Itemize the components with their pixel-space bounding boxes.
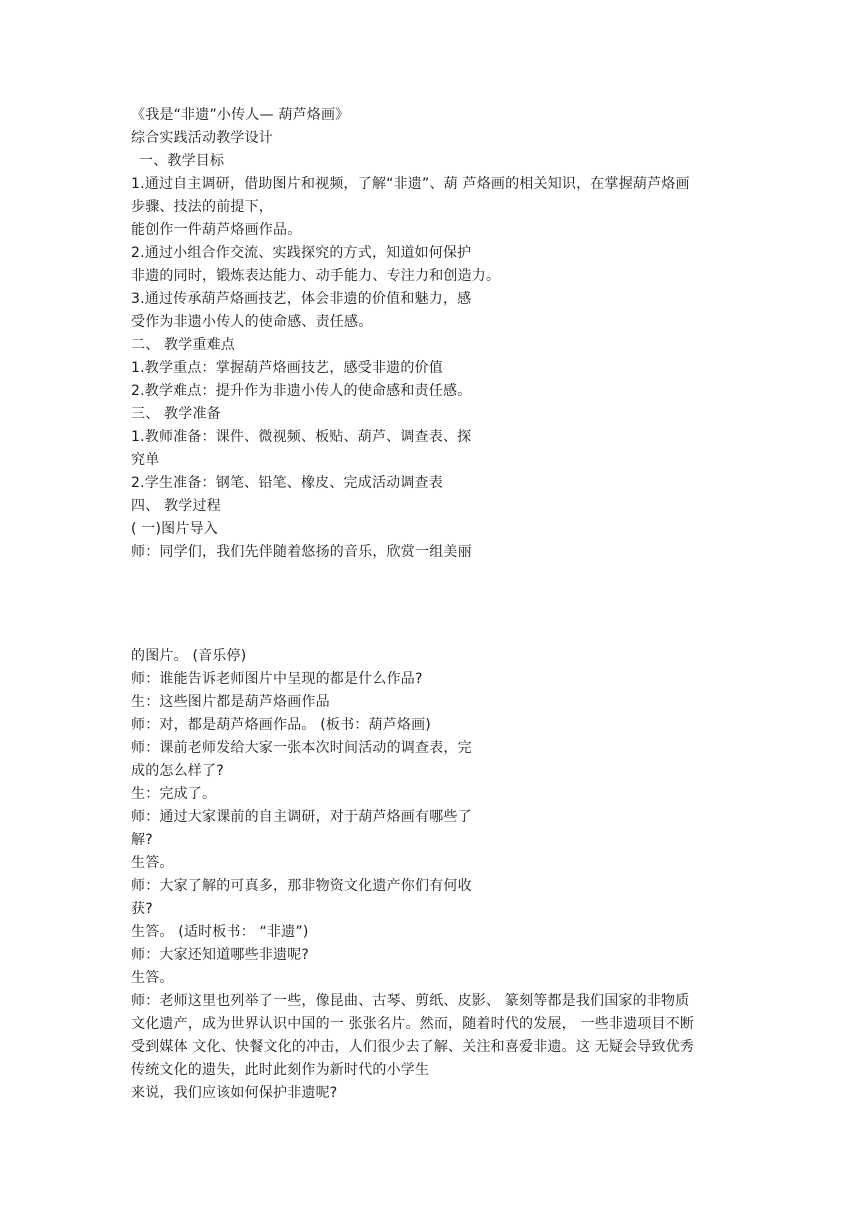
paragraph-line: 1.教学重点：掌握葫芦烙画技艺，感受非遗的价值	[131, 360, 443, 376]
document-subtitle: 综合实践活动教学设计	[131, 130, 273, 146]
paragraph-line: 受作为非遗小传人的使命感、责任感。	[131, 314, 373, 330]
paragraph-line: 步骤、技法的前提下，	[131, 199, 273, 215]
section-heading-process: 四、 教学过程	[131, 498, 221, 514]
dialogue-line: 师：大家还知道哪些非遗呢?	[131, 947, 310, 963]
subsection-heading: ( 一)图片导入	[131, 521, 218, 537]
section-heading-preparation: 三、 教学准备	[131, 406, 221, 422]
paragraph-line: 1.教师准备：课件、微视频、板贴、葫芦、调查表、探	[131, 429, 472, 445]
paragraph-line: 1.通过自主调研，借助图片和视频，了解“非遗”、葫 芦烙画的相关知识，在掌握葫芦烙画	[131, 176, 690, 192]
paragraph-line: 的图片。 (音乐停)	[131, 648, 247, 664]
paragraph-line: 师：同学们，我们先伴随着悠扬的音乐，欣赏一组美丽	[131, 544, 472, 560]
dialogue-line: 解?	[131, 832, 153, 848]
paragraph-line: 究单	[131, 452, 160, 468]
dialogue-line: 生答。 (适时板书： “非遗”)	[131, 924, 309, 940]
dialogue-line: 师：大家了解的可真多，那非物资文化遗产你们有何收	[131, 878, 472, 894]
dialogue-line: 受到媒体 文化、快餐文化的冲击，人们很少去了解、关注和喜爱非遗。这 无疑会导致优秀	[131, 1039, 695, 1055]
paragraph-line: 2.学生准备：钢笔、铅笔、橡皮、完成活动调查表	[131, 475, 443, 491]
dialogue-line: 生答。	[131, 970, 174, 986]
paragraph-line: 非遗的同时，锻炼表达能力、动手能力、专注力和创造力。	[131, 268, 501, 284]
dialogue-line: 来说，我们应该如何保护非遗呢?	[131, 1085, 338, 1101]
dialogue-line: 生：完成了。	[131, 786, 217, 802]
dialogue-line: 师：对，都是葫芦烙画作品。 (板书：葫芦烙画)	[131, 717, 431, 733]
paragraph-line: 3.通过传承葫芦烙画技艺，体会非遗的价值和魅力，感	[131, 291, 472, 307]
dialogue-line: 生：这些图片都是葫芦烙画作品	[131, 694, 330, 710]
dialogue-line: 师：老师这里也列举了一些，像昆曲、古琴、剪纸、皮影、 篆刻等都是我们国家的非物质	[131, 993, 690, 1009]
dialogue-line: 成的怎么样了?	[131, 763, 224, 779]
dialogue-line: 生答。	[131, 855, 174, 871]
dialogue-line: 获?	[131, 901, 153, 917]
dialogue-line: 传统文化的遗失，此时此刻作为新时代的小学生	[131, 1062, 430, 1078]
text-block-objectives	[131, 104, 731, 564]
paragraph-line: 能创作一件葫芦烙画作品。	[131, 222, 302, 238]
section-heading-key-points: 二、 教学重难点	[131, 337, 236, 353]
text-block-dialogue	[131, 645, 731, 1105]
paragraph-line: 2.教学难点：提升作为非遗小传人的使命感和责任感。	[131, 383, 472, 399]
section-heading-objectives: 一、教学目标	[139, 153, 225, 169]
dialogue-line: 师：通过大家课前的自主调研，对于葫芦烙画有哪些了	[131, 809, 472, 825]
dialogue-line: 文化遗产，成为世界认识中国的一 张张名片。然而，随着时代的发展， 一些非遗项目不断	[131, 1016, 695, 1032]
paragraph-line: 2.通过小组合作交流、实践探究的方式，知道如何保护	[131, 245, 472, 261]
dialogue-line: 师：课前老师发给大家一张本次时间活动的调查表，完	[131, 740, 472, 756]
document-title: 《我是“非遗”小传人— 葫芦烙画》	[131, 107, 350, 123]
dialogue-line: 师：谁能告诉老师图片中呈现的都是什么作品?	[131, 671, 423, 687]
